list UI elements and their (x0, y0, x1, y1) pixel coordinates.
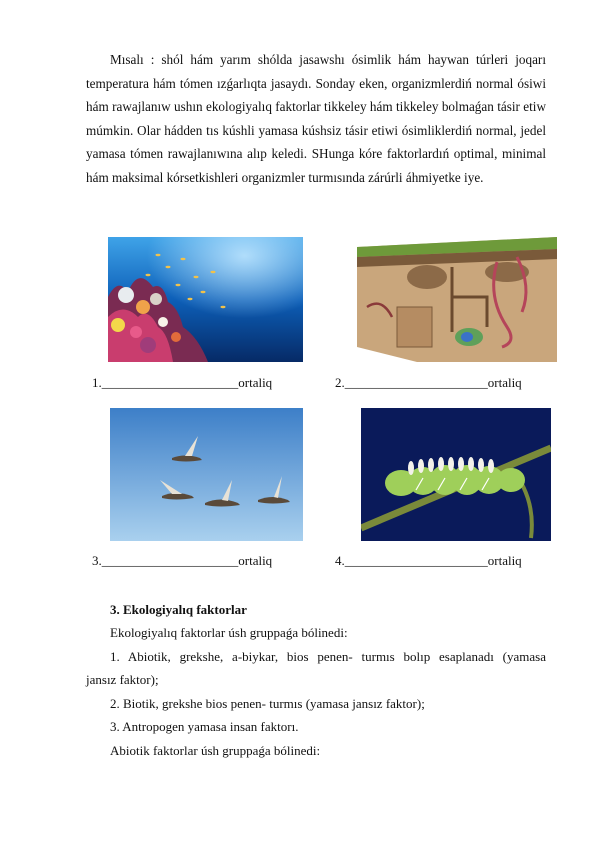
coral-reef-image (108, 237, 303, 362)
figure-caption-2: 2.______________________ortaliq (335, 375, 522, 390)
section-line-5: 3. Antropogen yamasa insan faktorı. (110, 719, 299, 734)
section-line-2: 1. Abiotik, grekshe, a-biykar, bios penen- turmıs bolıp esaplanadı (yamasa (110, 649, 546, 664)
soil-burrow-image (357, 237, 557, 362)
section-line-4: 2. Biotik, grekshe bios penen- turmıs (yamasa jansız faktor); (110, 696, 425, 711)
section-line-1: Ekologiyalıq faktorlar úsh gruppaǵa bólinedi: (110, 625, 348, 640)
section-line-6: Abiotik faktorlar úsh gruppaǵa bólinedi: (110, 743, 321, 758)
flying-geese-image (110, 408, 303, 541)
section-line-3: jansız faktor); (86, 672, 159, 687)
figure-caption-3: 3._____________________ortaliq (92, 553, 273, 568)
figure-caption-4: 4.______________________ortaliq (335, 553, 522, 568)
caterpillar-image (361, 408, 551, 541)
figure-caption-1: 1._____________________ortaliq (92, 375, 273, 390)
intro-paragraph: Mısalı : shól hám yarım shólda jasawshı ósimlik hám haywan túrleri joqarı temperatura hám tómen ızǵarlıqta jasaydı. Sonday eken, organizmlerdiń normal ósiwi hám rawajlanıw ushın ekologiyalıq faktorlar tikkeley hám tikkeley bolmaǵan tásir etiw múmkin. Olar hádden tıs kúshli yamasa kúshsiz tásir etiwi ósimliklerdiń normal, jedel yamasa tómen rawajlanıwına alıp keledi. SHunga kóre faktorlardıń optimal, minimal hám maksimal kórsetkishleri organizmler turmısında zárúrli áhmiyetke iye. (86, 52, 546, 185)
section-heading: 3. Ekologiyalıq faktorlar (110, 602, 247, 617)
